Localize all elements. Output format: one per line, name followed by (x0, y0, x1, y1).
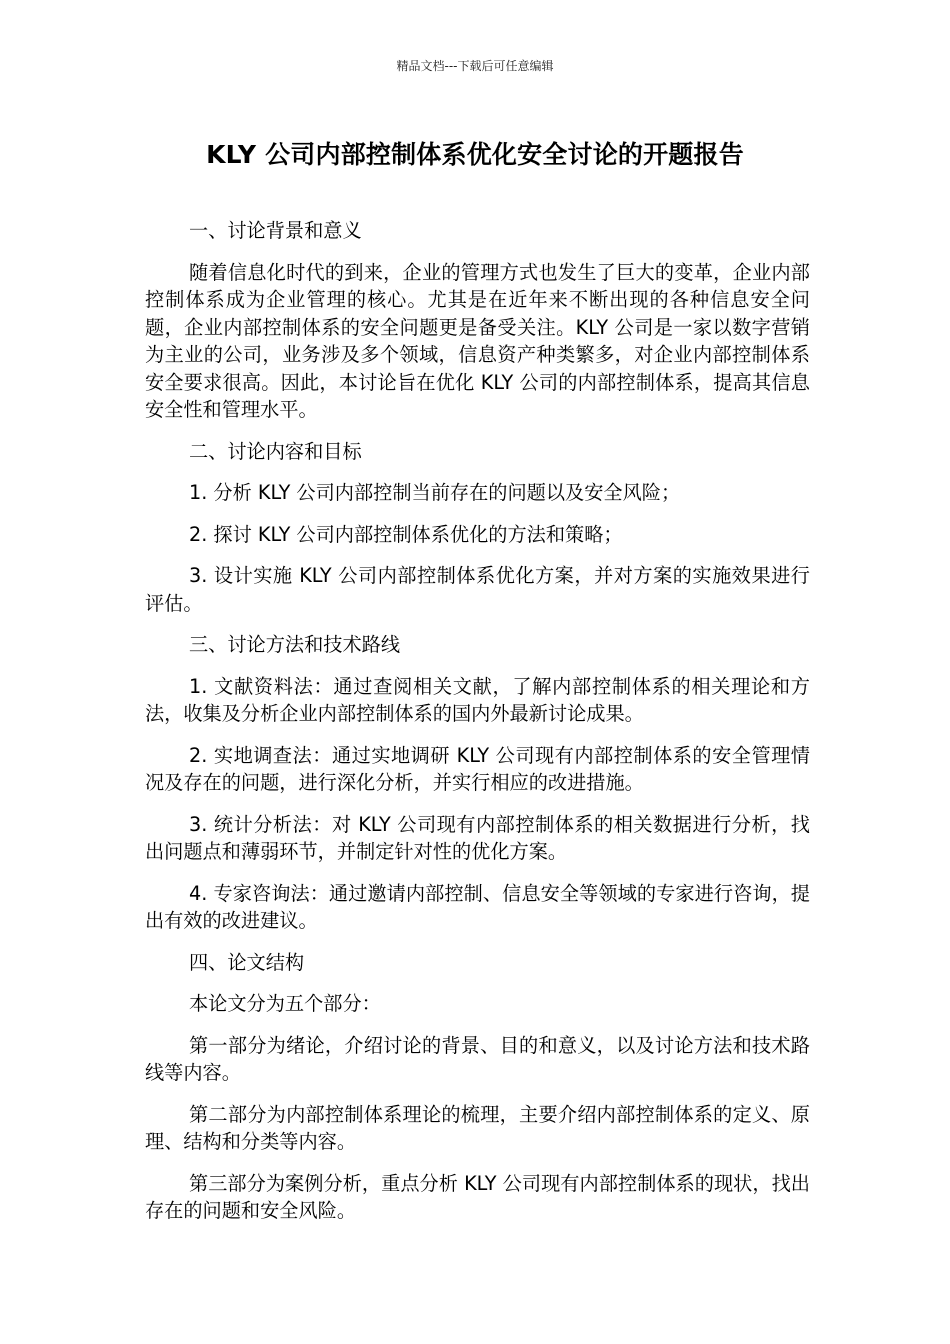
list-item: 1. 文献资料法：通过查阅相关文献，了解内部控制体系的相关理论和方法，收集及分析企业内部控制体系的国内外最新讨论成果。 (145, 674, 810, 725)
list-item: 3. 统计分析法：对 KLY 公司现有内部控制体系的相关数据进行分析，找出问题点和薄弱环节，并制定针对性的优化方案。 (145, 812, 810, 863)
list-item: 1. 分析 KLY 公司内部控制当前存在的问题以及安全风险； (189, 481, 681, 504)
document-body (145, 217, 810, 1239)
list-item: 3. 设计实施 KLY 公司内部控制体系优化方案，并对方案的实施效果进行评估。 (145, 564, 810, 615)
structure-intro: 本论文分为五个部分： (189, 992, 381, 1015)
list-item: 2. 探讨 KLY 公司内部控制体系优化的方法和策略； (189, 522, 623, 546)
list-item: 2. 实地调查法：通过实地调研 KLY 公司现有内部控制体系的安全管理情况及存在的问题，进行深化分析，并实行相应的改进措施。 (145, 743, 810, 794)
section-heading-structure: 四、论文结构 (189, 950, 305, 974)
list-item: 第二部分为内部控制体系理论的梳理，主要介绍内部控制体系的定义、原理、结构和分类等内容。 (145, 1102, 810, 1153)
list-item: 4. 专家咨询法：通过邀请内部控制、信息安全等领域的专家进行咨询，提出有效的改进建议。 (145, 881, 810, 932)
paragraph-background: 随着信息化时代的到来，企业的管理方式也发生了巨大的变革，企业内部控制体系成为企业管理的核心。尤其是在近年来不断出现的各种信息安全问题，企业内部控制体系的安全问题更是备受关注。KLY 公司是一家以数字营销为主业的公司，业务涉及多个领域，信息资产种类繁多，对企业内部控制体系安全要求很高。因此，本讨论旨在优化 KLY 公司的内部控制体系，提高其信息安全性和管理水平。 (145, 260, 810, 421)
list-item: 第一部分为绪论，介绍讨论的背景、目的和意义，以及讨论方法和技术路线等内容。 (145, 1033, 810, 1084)
page-header: 精品文档---下载后可任意编辑 (396, 59, 554, 73)
section-heading-methods: 三、讨论方法和技术路线 (189, 633, 401, 656)
list-item: 第三部分为案例分析，重点分析 KLY 公司现有内部控制体系的现状，找出存在的问题和安全风险。 (145, 1171, 810, 1222)
section-heading-background: 一、讨论背景和意义 (189, 219, 362, 242)
section-heading-content-goals: 二、讨论内容和目标 (189, 439, 362, 463)
document-title: KLY 公司内部控制体系优化安全讨论的开题报告 (206, 140, 744, 169)
